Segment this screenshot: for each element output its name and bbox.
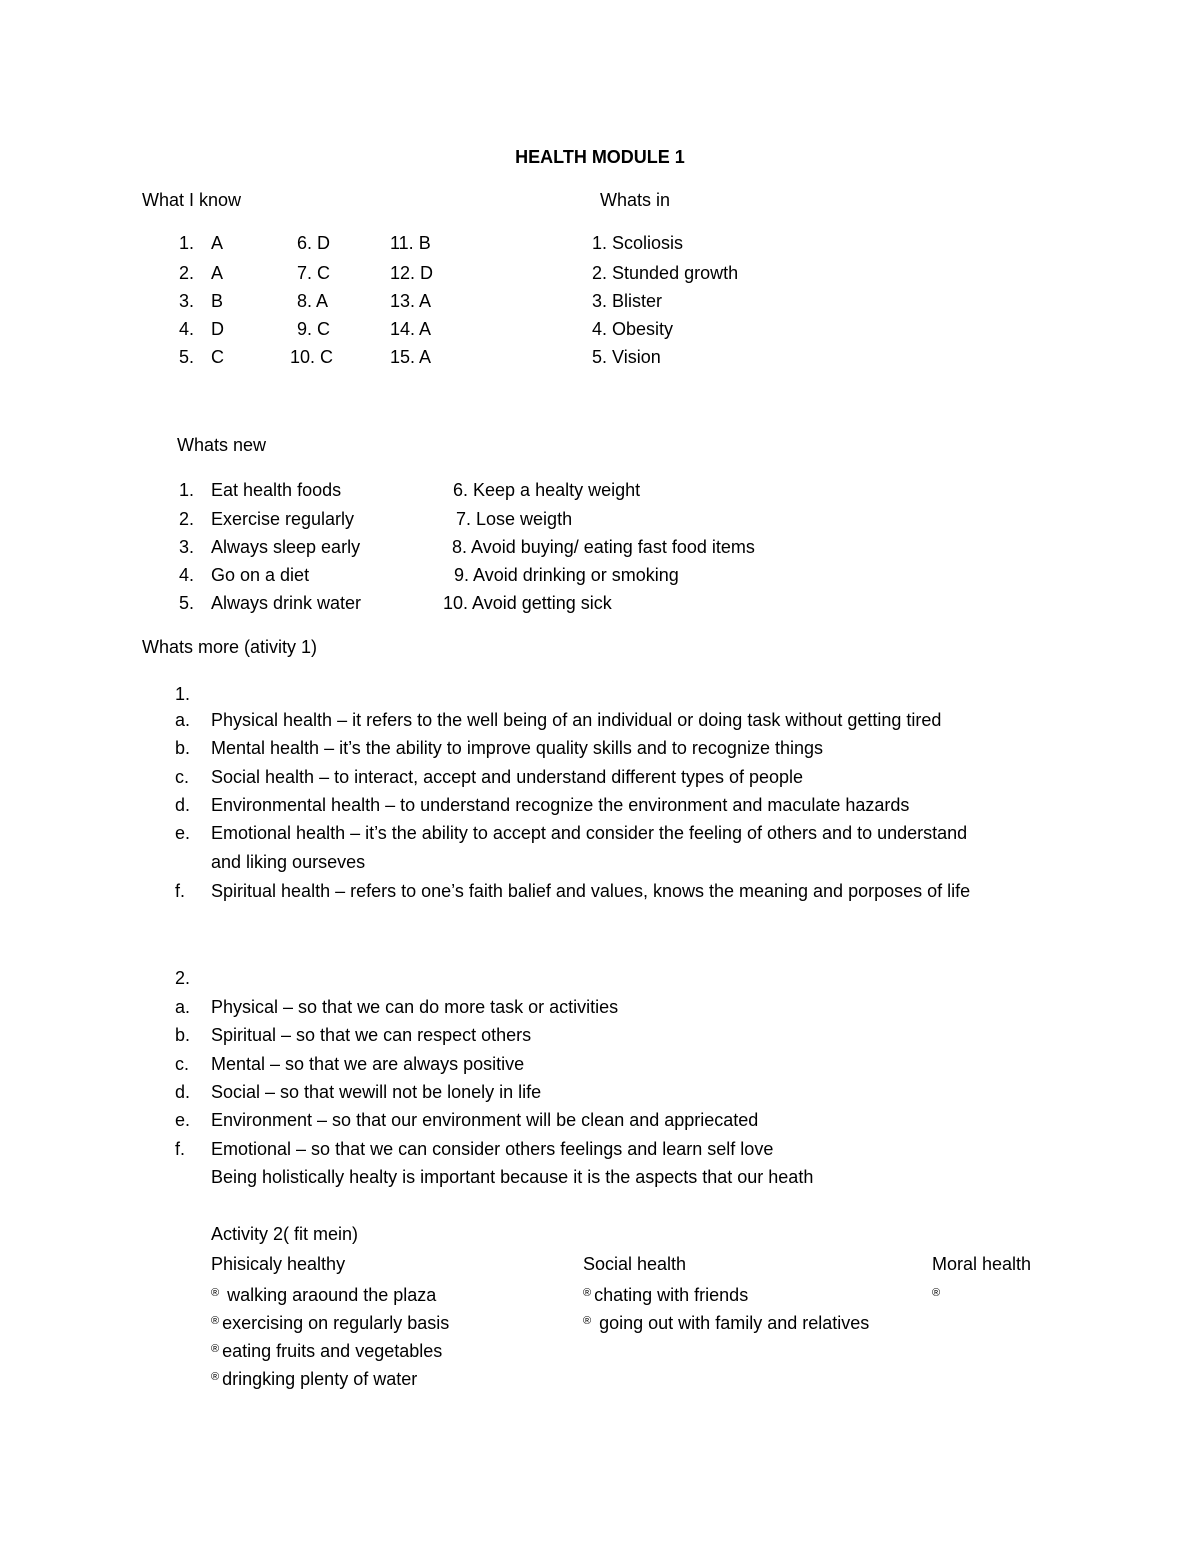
list-item: Environment – so that our environment will be clean and appriecated	[211, 1110, 759, 1130]
list-number: 3.	[178, 537, 194, 557]
activity2-item	[211, 1310, 449, 1334]
answer-item: 15. A	[390, 347, 432, 367]
list-item: Social health – to interact, accept and understand different types of people	[211, 767, 804, 787]
answer-item: 9. C	[297, 319, 331, 339]
bullet-text: exercising on regularly basis	[222, 1313, 450, 1333]
list-item: Exercise regularly	[211, 509, 355, 529]
activity2-item	[211, 1282, 436, 1306]
list-item: Emotional health – it’s the ability to accept and consider the feeling of others and to understand	[211, 823, 968, 843]
section-number: 2.	[175, 968, 191, 988]
list-letter: d.	[175, 1082, 191, 1102]
list-letter: e.	[175, 1110, 191, 1130]
list-item: Always drink water	[211, 593, 362, 613]
list-letter: d.	[175, 795, 191, 815]
list-letter: b.	[175, 1025, 191, 1045]
bullet-text: eating fruits and vegetables	[222, 1341, 443, 1361]
whats-more-heading: Whats more (ativity 1)	[142, 637, 318, 657]
list-item: Physical – so that we can do more task or activities	[211, 997, 619, 1017]
list-item: Spiritual health – refers to one’s faith balief and values, knows the meaning and porposes of life	[211, 881, 971, 901]
activity2-column-title: Social health	[583, 1254, 687, 1274]
activity2-item	[211, 1366, 417, 1390]
section-number: 1.	[175, 684, 191, 704]
bullet-icon: ®	[211, 1343, 220, 1355]
list-item: Mental health – it’s the ability to improve quality skills and to recognize things	[211, 738, 823, 758]
answer-number: 1.	[178, 233, 194, 253]
list-number: 4.	[178, 565, 194, 585]
whats-new-heading: Whats new	[177, 435, 267, 455]
list-letter: e.	[175, 823, 191, 843]
answer-value: C	[211, 347, 224, 367]
activity2-heading: Activity 2( fit mein)	[211, 1224, 359, 1244]
answer-item: 11. B	[390, 233, 431, 253]
answer-number: 3.	[178, 291, 194, 311]
list-item: 9. Avoid drinking or smoking	[454, 565, 679, 585]
bullet-text: going out with family and relatives	[594, 1313, 870, 1333]
list-item: 10. Avoid getting sick	[443, 593, 612, 613]
list-item: Emotional – so that we can consider others feelings and learn self love	[211, 1139, 774, 1159]
page-title: HEALTH MODULE 1	[515, 147, 685, 167]
answer-value: B	[211, 291, 224, 311]
bullet-icon: ®	[932, 1287, 941, 1299]
list-item: Being holistically healty is important because it is the aspects that our heath	[211, 1167, 814, 1187]
bullet-icon: ®	[583, 1287, 592, 1299]
whats-in-item: 4. Obesity	[592, 319, 674, 339]
list-number: 1.	[178, 480, 194, 500]
answer-value: A	[211, 233, 224, 253]
answer-number: 2.	[178, 263, 194, 283]
list-item: Always sleep early	[211, 537, 361, 557]
list-item: and liking ourseves	[211, 852, 366, 872]
list-item: 7. Lose weigth	[456, 509, 573, 529]
whats-in-item: 1. Scoliosis	[592, 233, 684, 253]
whats-in-item: 2. Stunded growth	[592, 263, 739, 283]
list-item: Mental – so that we are always positive	[211, 1054, 525, 1074]
answer-item: 6. D	[297, 233, 331, 253]
answer-item: 8. A	[297, 291, 329, 311]
answer-item: 10. C	[290, 347, 334, 367]
bullet-icon: ®	[583, 1315, 592, 1327]
whats-in-item: 5. Vision	[592, 347, 661, 367]
list-item: Go on a diet	[211, 565, 310, 585]
bullet-text: dringking plenty of water	[222, 1369, 418, 1389]
list-letter: b.	[175, 738, 191, 758]
list-number: 2.	[178, 509, 194, 529]
answer-value: A	[211, 263, 224, 283]
list-letter: f.	[175, 1139, 186, 1159]
bullet-icon: ®	[211, 1315, 220, 1327]
answer-number: 4.	[178, 319, 194, 339]
bullet-text: chating with friends	[594, 1285, 749, 1305]
list-letter: c.	[175, 767, 190, 787]
list-letter: f.	[175, 881, 186, 901]
activity2-column-title: Phisicaly healthy	[211, 1254, 346, 1274]
list-item: 6. Keep a healty weight	[453, 480, 641, 500]
what-i-know-heading: What I know	[142, 190, 242, 210]
answer-item: 12. D	[390, 263, 434, 283]
list-item: Social – so that wewill not be lonely in life	[211, 1082, 542, 1102]
bullet-icon: ®	[211, 1287, 220, 1299]
answer-number: 5.	[178, 347, 194, 367]
activity2-item	[583, 1282, 748, 1306]
answer-item: 7. C	[297, 263, 331, 283]
list-letter: a.	[175, 997, 191, 1017]
activity2-item	[932, 1282, 943, 1306]
list-item: Physical health – it refers to the well being of an individual or doing task without getting tired	[211, 710, 942, 730]
list-item: Spiritual – so that we can respect others	[211, 1025, 532, 1045]
bullet-icon: ®	[211, 1371, 220, 1383]
whats-in-heading: Whats in	[600, 190, 671, 210]
list-item: Environmental health – to understand recognize the environment and maculate hazards	[211, 795, 910, 815]
list-number: 5.	[178, 593, 194, 613]
activity2-column-title: Moral health	[932, 1254, 1032, 1274]
list-item: Eat health foods	[211, 480, 342, 500]
answer-item: 13. A	[390, 291, 432, 311]
answer-value: D	[211, 319, 224, 339]
whats-in-item: 3. Blister	[592, 291, 663, 311]
bullet-text: walking araound the plaza	[222, 1285, 437, 1305]
list-letter: c.	[175, 1054, 190, 1074]
list-item: 8. Avoid buying/ eating fast food items	[452, 537, 755, 557]
list-letter: a.	[175, 710, 191, 730]
activity2-item	[583, 1310, 869, 1334]
activity2-item	[211, 1338, 442, 1362]
answer-item: 14. A	[390, 319, 432, 339]
